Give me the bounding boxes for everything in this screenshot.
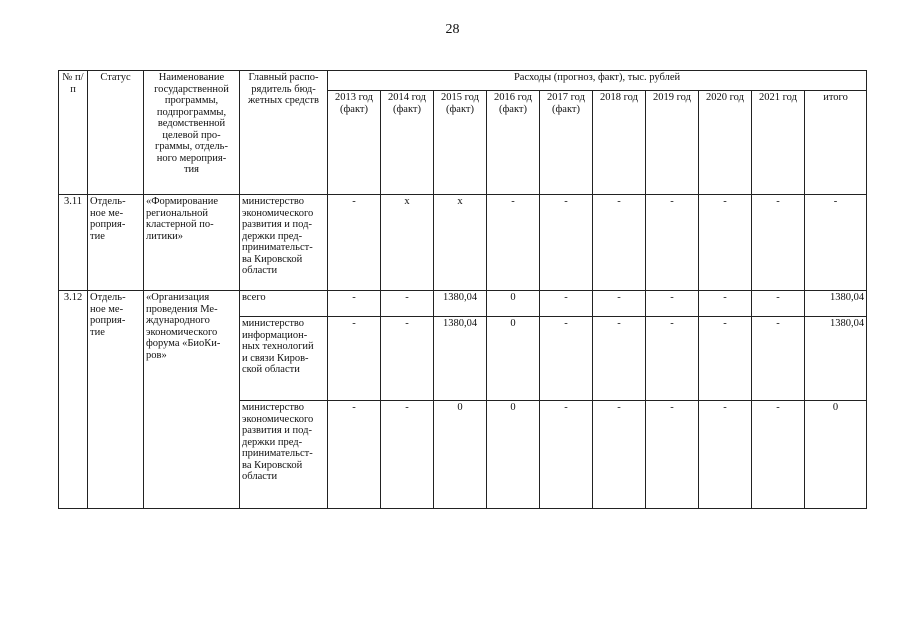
status-line: роприя- xyxy=(90,219,126,230)
header-name-line: тия xyxy=(183,164,200,175)
admin-line: экономического xyxy=(242,207,314,219)
value-cell: - xyxy=(752,195,805,291)
value-cell: - xyxy=(699,291,752,317)
value-cell: - xyxy=(805,195,867,291)
value-cell: х xyxy=(381,195,434,291)
admin-line: экономического xyxy=(242,413,314,425)
header-year-line: 2016 год xyxy=(494,92,532,103)
value-cell: - xyxy=(381,401,434,509)
value-cell: - xyxy=(540,317,593,401)
expenses-table xyxy=(58,70,867,509)
header-year-2 xyxy=(434,91,487,195)
page-number: 28 xyxy=(445,22,460,37)
value-cell: 0 xyxy=(805,401,867,509)
admin-line: области xyxy=(242,265,278,276)
header-year-6 xyxy=(646,91,699,195)
header-year-line: 2014 год xyxy=(388,92,426,103)
value-cell: - xyxy=(699,195,752,291)
header-num: № п/п xyxy=(59,71,88,195)
admin-line: развития и под- xyxy=(242,219,312,230)
status-line: ное ме- xyxy=(90,207,124,219)
row-program-name xyxy=(144,291,240,509)
header-admin-line: Главный распо- xyxy=(248,72,319,83)
row-status xyxy=(88,291,144,509)
program-name-line: «Формирование xyxy=(146,196,219,207)
admin-line: информацион- xyxy=(242,329,308,341)
admin-line: всего xyxy=(242,292,266,303)
header-year-line: 2021 год xyxy=(759,92,797,103)
value-cell: 1380,04 xyxy=(434,291,487,317)
value-cell: - xyxy=(540,195,593,291)
header-year-line: (факт) xyxy=(339,103,368,115)
value-cell: 1380,04 xyxy=(805,291,867,317)
admin-line: и связи Киров- xyxy=(242,352,309,364)
header-year-1 xyxy=(381,91,434,195)
value-cell: - xyxy=(699,317,752,401)
table-row xyxy=(59,195,867,291)
header-year-line: 2020 год xyxy=(706,92,744,103)
program-name-line: региональной xyxy=(146,207,208,219)
value-cell: - xyxy=(752,291,805,317)
admin-line: министерство xyxy=(242,196,305,207)
header-year-line: (факт) xyxy=(551,103,580,115)
value-cell: - xyxy=(540,401,593,509)
value-cell: - xyxy=(593,317,646,401)
header-name xyxy=(144,71,240,195)
row-admin xyxy=(240,195,328,291)
header-year-9 xyxy=(805,91,867,195)
status-line: роприя- xyxy=(90,315,126,326)
row-admin xyxy=(240,291,328,317)
value-cell: - xyxy=(752,401,805,509)
header-expenses-title: Расходы (прогноз, факт), тыс. рублей xyxy=(328,71,867,91)
header-name-line: ведомственной xyxy=(157,118,226,129)
header-admin-line: жетных средств xyxy=(248,95,319,106)
row-admin xyxy=(240,401,328,509)
status-line: Отдель- xyxy=(90,196,126,207)
program-name-line: ров» xyxy=(146,349,167,361)
value-cell: - xyxy=(752,317,805,401)
row-status xyxy=(88,195,144,291)
value-cell: 0 xyxy=(487,317,540,401)
header-name-line: целевой про- xyxy=(162,129,221,141)
admin-line: ва Кировской xyxy=(242,253,303,265)
value-cell: - xyxy=(646,291,699,317)
row-program-name xyxy=(144,195,240,291)
value-cell: - xyxy=(487,195,540,291)
status-line: тие xyxy=(90,230,105,242)
admin-line: принимательст- xyxy=(242,242,313,253)
header-name-line: Наименование xyxy=(158,72,225,83)
header-year-3 xyxy=(487,91,540,195)
row-admin xyxy=(240,317,328,401)
value-cell: х xyxy=(434,195,487,291)
header-year-line: 2019 год xyxy=(653,92,691,103)
admin-line: развития и под- xyxy=(242,425,312,436)
value-cell: - xyxy=(381,317,434,401)
header-year-8 xyxy=(752,91,805,195)
header-year-line: 2013 год xyxy=(335,92,373,103)
table-row xyxy=(59,291,867,317)
admin-line: принимательст- xyxy=(242,448,313,459)
admin-line: ской области xyxy=(242,364,300,375)
admin-line: ва Кировской xyxy=(242,459,303,471)
header-status: Статус xyxy=(88,71,144,195)
value-cell: - xyxy=(381,291,434,317)
program-name-line: литики» xyxy=(146,230,184,242)
header-year-0 xyxy=(328,91,381,195)
header-name-line: подпрограммы, xyxy=(156,106,227,118)
value-cell: 1380,04 xyxy=(434,317,487,401)
header-admin xyxy=(240,71,328,195)
header-name-line: граммы, отдель- xyxy=(155,141,228,152)
header-year-line: (факт) xyxy=(392,103,421,115)
header-year-line: 2015 год xyxy=(441,92,479,103)
value-cell: - xyxy=(540,291,593,317)
value-cell: - xyxy=(328,317,381,401)
value-cell: - xyxy=(593,291,646,317)
value-cell: - xyxy=(593,195,646,291)
status-line: ное ме- xyxy=(90,303,124,315)
admin-line: держки пред- xyxy=(242,436,303,448)
value-cell: 1380,04 xyxy=(805,317,867,401)
program-name-line: кластерной по- xyxy=(146,219,214,230)
header-name-line: программы, xyxy=(164,95,219,106)
row-number: 3.12 xyxy=(59,291,88,509)
program-name-line: ждународного xyxy=(146,315,210,326)
value-cell: 0 xyxy=(487,291,540,317)
status-line: тие xyxy=(90,326,105,338)
header-year-line: итого xyxy=(823,92,848,103)
program-name-line: «Организация xyxy=(146,292,210,303)
header-year-line: (факт) xyxy=(445,103,474,115)
header-year-7 xyxy=(699,91,752,195)
value-cell: - xyxy=(646,195,699,291)
value-cell: - xyxy=(646,401,699,509)
status-line: Отдель- xyxy=(90,292,126,303)
header-name-line: ного мероприя- xyxy=(156,152,227,164)
admin-line: области xyxy=(242,471,278,482)
header-year-line: 2017 год xyxy=(547,92,585,103)
value-cell: - xyxy=(328,401,381,509)
header-year-5 xyxy=(593,91,646,195)
value-cell: - xyxy=(699,401,752,509)
value-cell: 0 xyxy=(487,401,540,509)
row-number: 3.11 xyxy=(59,195,88,291)
admin-line: ных технологий xyxy=(242,341,314,352)
value-cell: - xyxy=(328,291,381,317)
value-cell: - xyxy=(646,317,699,401)
header-year-line: (факт) xyxy=(498,103,527,115)
header-name-line: государственной xyxy=(154,83,229,95)
admin-line: министерство xyxy=(242,402,305,413)
program-name-line: экономического xyxy=(146,326,218,338)
value-cell: - xyxy=(593,401,646,509)
header-year-4 xyxy=(540,91,593,195)
program-name-line: форума «БиоКи- xyxy=(146,338,221,349)
admin-line: держки пред- xyxy=(242,230,303,242)
header-year-line: 2018 год xyxy=(600,92,638,103)
program-name-line: проведения Ме- xyxy=(146,303,218,315)
admin-line: министерство xyxy=(242,318,305,329)
header-admin-line: рядитель бюд- xyxy=(251,83,316,95)
value-cell: - xyxy=(328,195,381,291)
value-cell: 0 xyxy=(434,401,487,509)
